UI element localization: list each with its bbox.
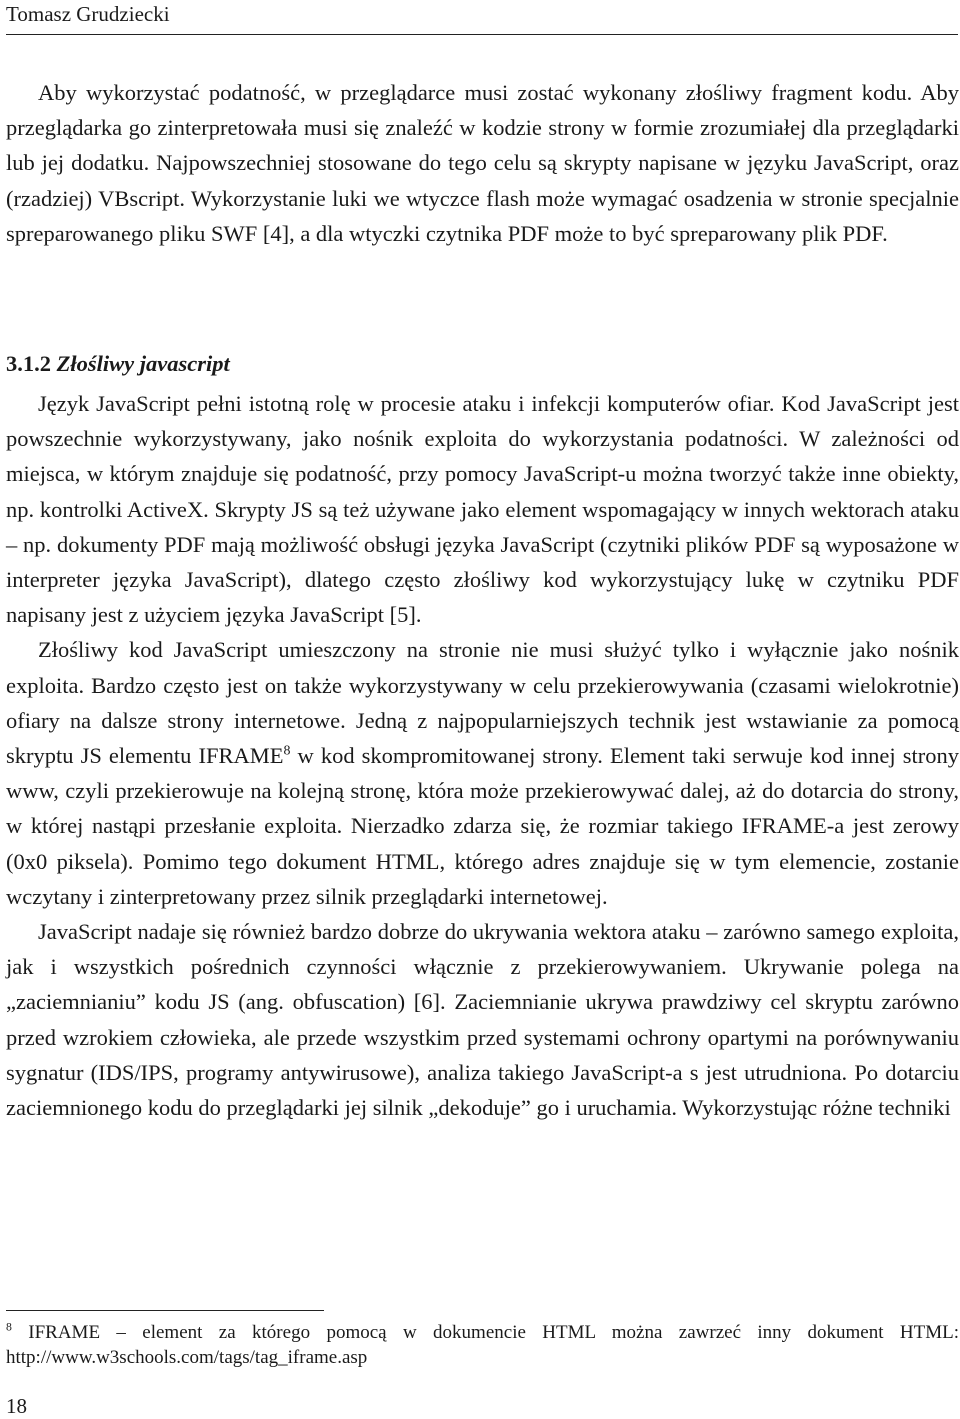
header-rule: [6, 34, 958, 35]
section-heading: [6, 346, 230, 381]
paragraph-4: JavaScript nadaje się również bardzo dobrze do ukrywania wektora ataku – zarówno samego exploita, jak i wszystkich pośrednich czynności włącznie z przekierowywaniem. Ukrywanie polega na „zaciemnianiu” kodu JS (ang. obfuscation) [6]. Zaciemnianie ukrywa prawdziwy cel skryptu zarówno przed wzrokiem człowieka, ale przede wszystkim przed systemami ochrony opartymi na porównywaniu sygnatur (IDS/IPS, programy antywirusowe), analiza takiego JavaScript-a s jest utrudniona. Po dotarciu zaciemnionego kodu do przeglądarki jej silnik „dekoduje” go i uruchamia. Wykorzystując różne techniki: [6, 919, 959, 1121]
footnote-8: [6, 1320, 959, 1370]
section-number: 3.1.2: [6, 351, 51, 376]
section-title: Złośliwy javascript: [56, 351, 230, 376]
footnote-marker: 8: [6, 1320, 12, 1334]
paragraph-3-part-2: w kod skompromitowanej strony. Element taki serwuje kod innej strony www, czyli przekierowuje na kolejną stronę, która może przekierowywać dalej, aż do dotarcia do strony, w której nastąpi przesłanie exploita. Nierzadko zdarza się, że rozmiar takiego IFRAME-a jest zerowy (0x0 piksela). Pomimo tego dokument HTML, którego adres znajduje się w tym elemencie, zostanie wczytany i zinterpretowany przez silnik przeglądarki internetowej.: [6, 743, 959, 909]
footnote-reference-8[interactable]: 8: [283, 743, 291, 759]
footnote-text: IFRAME – element za którego pomocą w dokumencie HTML można zawrzeć inny dokument HTML: http://www.w3schools.com/tags/tag_iframe.asp: [6, 1322, 959, 1368]
running-header-author: Tomasz Grudziecki: [6, 2, 170, 26]
paragraph-1: Aby wykorzystać podatność, w przeglądarce musi zostać wykonany złośliwy fragment kodu. Aby przeglądarka go zinterpretowała musi się znaleźć w kodzie strony w formie zrozumiałej dla przeglądarki lub jej dodatku. Najpowszechniej stosowane do tego celu są skrypty napisane w języku JavaScript, oraz (rzadziej) VBscript. Wykorzystanie luki we wtyczce flash może wymagać osadzenia w stronie specjalnie spreparowanego pliku SWF [4], a dla wtyczki czytnika PDF może to być spreparowany plik PDF.: [6, 80, 959, 246]
paragraph-3: [6, 632, 959, 914]
paragraph-3-part-1: Złośliwy kod JavaScript umieszczony na stronie nie musi służyć tylko i wyłącznie jako nośnik exploita. Bardzo często jest on także wykorzystywany w celu przekierowywania (czasami wielokrotnie) ofiary na dalsze strony internetowe. Jedną z najpopularniejszych technik jest wstawianie za pomocą skryptu JS elementu IFRAME: [6, 637, 959, 769]
paragraph-2: Język JavaScript pełni istotną rolę w procesie ataku i infekcji komputerów ofiar. Kod JavaScript jest powszechnie wykorzystywany, jako nośnik exploita do wykorzystania podatności. W zależności od miejsca, w którym znajduje się podatność, przy pomocy JavaScript-u można tworzyć także inne obiekty, np. kontrolki ActiveX. Skrypty JS są też używane jako element wspomagający w innych wektorach ataku – np. dokumenty PDF mają możliwość obsługi języka JavaScript (czytniki plików PDF są wyposażone w interpreter języka JavaScript), dlatego często złośliwy kod wykorzystujący lukę w czytniku PDF napisany jest z użyciem języka JavaScript [5].: [6, 391, 959, 628]
footnote-rule: [6, 1310, 324, 1311]
paragraph-intro: [6, 75, 959, 251]
page-number: 18: [6, 1394, 27, 1418]
section-body: [6, 386, 959, 1125]
